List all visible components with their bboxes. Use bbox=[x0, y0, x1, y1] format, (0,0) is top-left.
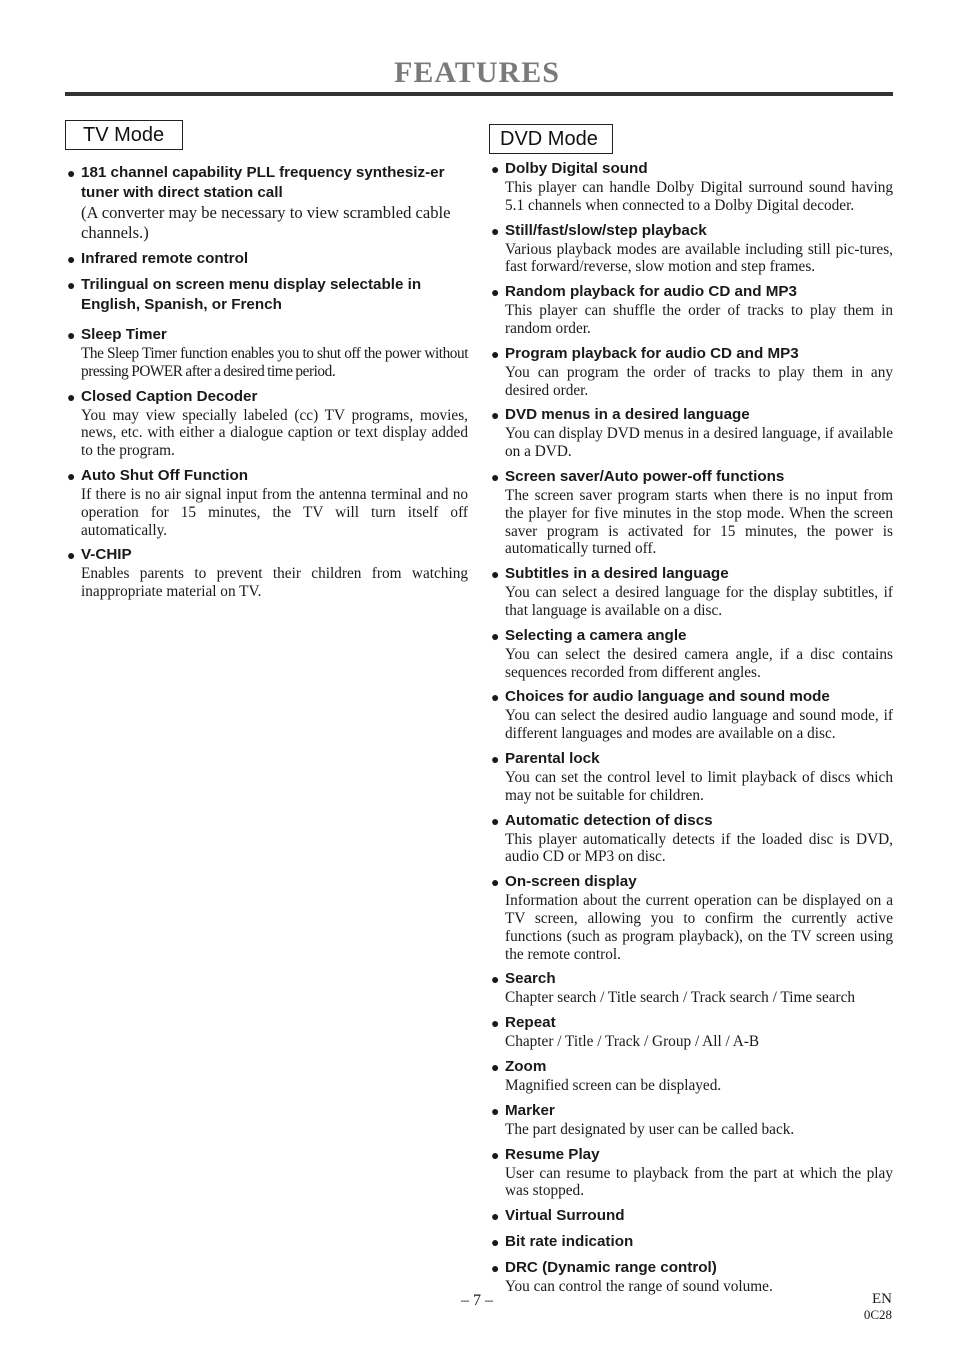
feature-item bbox=[489, 811, 893, 867]
feature-description: Enables parents to prevent their children from watching inappropriate material on TV. bbox=[81, 565, 468, 601]
bullet-icon: ● bbox=[491, 1058, 500, 1075]
feature-description: Various playback modes are available including still pic-tures, fast forward/reverse, slow motion and step frames. bbox=[505, 240, 893, 276]
feature-item bbox=[489, 1101, 893, 1139]
feature-item bbox=[489, 1057, 893, 1095]
feature-description: You can control the range of sound volume. bbox=[505, 1278, 773, 1296]
feature-item bbox=[65, 545, 468, 601]
feature-heading: DVD menus in a desired language bbox=[505, 406, 750, 424]
feature-description: Information about the current operation can be displayed on a TV screen, allowing you to confirm the currently active functions (such as program playback), on the TV screen using the remote control. bbox=[505, 892, 893, 963]
bullet-icon: ● bbox=[491, 468, 500, 485]
feature-description: This player automatically detects if the loaded disc is DVD, audio CD or MP3 on disc. bbox=[505, 830, 893, 866]
bullet-icon: ● bbox=[67, 547, 76, 564]
bullet-icon: ● bbox=[491, 407, 500, 424]
feature-description: You can select the desired camera angle, if a disc contains sequences recorded from different angles. bbox=[505, 645, 893, 681]
bullet-icon: ● bbox=[67, 165, 76, 181]
feature-heading: Subtitles in a desired language bbox=[505, 565, 729, 583]
feature-heading: Selecting a camera angle bbox=[505, 626, 687, 644]
bullet-icon: ● bbox=[491, 750, 500, 767]
tv-mode-section bbox=[65, 120, 468, 607]
title-rule bbox=[65, 92, 893, 96]
bullet-icon: ● bbox=[491, 627, 500, 644]
feature-heading: Marker bbox=[505, 1101, 555, 1119]
bullet-icon: ● bbox=[491, 1234, 500, 1251]
feature-heading: Zoom bbox=[505, 1057, 547, 1075]
feature-item bbox=[489, 1232, 893, 1252]
feature-item bbox=[489, 687, 893, 743]
tv-mode-heading: TV Mode bbox=[65, 120, 183, 150]
feature-item bbox=[489, 626, 893, 682]
bullet-icon: ● bbox=[491, 161, 500, 177]
feature-description: (A converter may be necessary to view scrambled cable channels.) bbox=[81, 203, 451, 242]
bullet-icon: ● bbox=[491, 689, 500, 706]
feature-description: This player can shuffle the order of tracks to play them in random order. bbox=[505, 302, 893, 337]
feature-heading: Repeat bbox=[505, 1014, 556, 1032]
feature-description: The Sleep Timer function enables you to shut off the power without pressing POWER after a desired time period. bbox=[81, 345, 468, 380]
bullet-icon: ● bbox=[491, 222, 500, 239]
bullet-icon: ● bbox=[491, 874, 500, 891]
feature-description: Chapter search / Title search / Track search / Time search bbox=[505, 989, 856, 1007]
footer-language bbox=[864, 1291, 892, 1323]
bullet-icon: ● bbox=[67, 251, 76, 267]
bullet-icon: ● bbox=[67, 388, 76, 405]
feature-description: If there is no air signal input from the antenna terminal and no operation for 15 minutes, the TV will turn itself off automatically. bbox=[81, 485, 468, 539]
bullet-icon: ● bbox=[491, 284, 500, 301]
feature-item bbox=[489, 405, 893, 461]
feature-item bbox=[65, 275, 468, 315]
feature-description: You can set the control level to limit playback of discs which may not be suitable for children. bbox=[505, 768, 893, 804]
feature-item bbox=[489, 749, 893, 805]
feature-heading: Auto Shut Off Function bbox=[81, 466, 249, 484]
feature-heading: V-CHIP bbox=[81, 546, 132, 564]
bullet-icon: ● bbox=[491, 971, 500, 988]
feature-item bbox=[489, 159, 893, 215]
bullet-icon: ● bbox=[67, 467, 76, 484]
feature-heading: Sleep Timer bbox=[81, 326, 167, 343]
document-code: 0C28 bbox=[863, 1307, 892, 1322]
feature-item bbox=[489, 1258, 893, 1296]
feature-item bbox=[65, 387, 468, 460]
feature-heading: Program playback for audio CD and MP3 bbox=[505, 344, 799, 362]
feature-heading: Infrared remote control bbox=[81, 250, 249, 267]
feature-heading: Resume Play bbox=[505, 1145, 600, 1163]
feature-description: Magnified screen can be displayed. bbox=[505, 1076, 722, 1094]
bullet-icon: ● bbox=[491, 1208, 500, 1225]
feature-item bbox=[489, 872, 893, 963]
feature-item bbox=[489, 1145, 893, 1201]
feature-item bbox=[489, 1013, 893, 1051]
feature-description: This player can handle Dolby Digital surround sound having 5.1 channels when connected to a Dolby Digital decoder. bbox=[505, 179, 893, 214]
feature-heading: Dolby Digital sound bbox=[505, 160, 648, 177]
feature-heading: 181 channel capability PLL frequency synthesiz-er tuner with direct station call bbox=[81, 164, 445, 201]
feature-item bbox=[489, 969, 893, 1007]
feature-description: Chapter / Title / Track / Group / All / A-B bbox=[505, 1033, 760, 1051]
feature-heading: Still/fast/slow/step playback bbox=[505, 221, 707, 239]
feature-item bbox=[489, 1206, 893, 1226]
feature-item bbox=[65, 163, 468, 243]
feature-description: The part designated by user can be called back. bbox=[505, 1120, 795, 1138]
feature-heading: Choices for audio language and sound mode bbox=[505, 688, 830, 706]
feature-item bbox=[65, 325, 468, 381]
feature-item bbox=[489, 282, 893, 338]
feature-item bbox=[65, 466, 468, 539]
language-code: EN bbox=[872, 1291, 892, 1307]
feature-description: You can select a desired language for the display subtitles, if that language is available on a disc. bbox=[505, 584, 893, 619]
bullet-icon: ● bbox=[491, 345, 500, 362]
feature-heading: Search bbox=[505, 970, 556, 988]
bullet-icon: ● bbox=[67, 327, 76, 343]
feature-heading: Screen saver/Auto power-off functions bbox=[505, 467, 785, 485]
bullet-icon: ● bbox=[491, 1015, 500, 1032]
feature-item bbox=[65, 249, 468, 269]
feature-heading: Bit rate indication bbox=[505, 1233, 634, 1251]
feature-description: You can display DVD menus in a desired language, if available on a DVD. bbox=[505, 425, 893, 461]
feature-item bbox=[489, 344, 893, 400]
page-number: – 7 – bbox=[461, 1292, 493, 1309]
feature-heading: Random playback for audio CD and MP3 bbox=[505, 283, 797, 301]
feature-heading: DRC (Dynamic range control) bbox=[505, 1259, 717, 1277]
feature-heading: Automatic detection of discs bbox=[505, 811, 713, 829]
feature-description: The screen saver program starts when there is no input from the player for five minutes in the stop mode. When the screen saver program is activated for 15 minutes, the power is automatically turned off. bbox=[505, 486, 893, 558]
feature-item bbox=[489, 221, 893, 277]
bullet-icon: ● bbox=[491, 1260, 500, 1277]
feature-heading: Parental lock bbox=[505, 749, 600, 767]
feature-description: User can resume to playback from the part at which the play was stopped. bbox=[505, 1164, 893, 1200]
bullet-icon: ● bbox=[491, 1102, 500, 1119]
bullet-icon: ● bbox=[491, 566, 500, 583]
feature-item bbox=[489, 564, 893, 620]
bullet-icon: ● bbox=[491, 812, 500, 829]
dvd-mode-section bbox=[489, 124, 893, 1302]
feature-description: You can select the desired audio language and sound mode, if different languages and modes are available on a disc. bbox=[505, 707, 893, 743]
feature-heading: Trilingual on screen menu display selectable in English, Spanish, or French bbox=[81, 276, 422, 313]
page-title: FEATURES bbox=[394, 56, 560, 89]
bullet-icon: ● bbox=[67, 277, 76, 293]
feature-heading: Virtual Surround bbox=[505, 1207, 625, 1225]
feature-description: You can program the order of tracks to play them in any desired order. bbox=[505, 363, 893, 399]
feature-heading: Closed Caption Decoder bbox=[81, 387, 258, 405]
bullet-icon: ● bbox=[491, 1146, 500, 1163]
feature-heading: On-screen display bbox=[505, 873, 637, 891]
feature-description: You may view specially labeled (cc) TV programs, movies, news, etc. with either a dialogue caption or text display added to the program. bbox=[81, 406, 468, 460]
dvd-mode-heading: DVD Mode bbox=[489, 124, 613, 154]
feature-item bbox=[489, 467, 893, 558]
